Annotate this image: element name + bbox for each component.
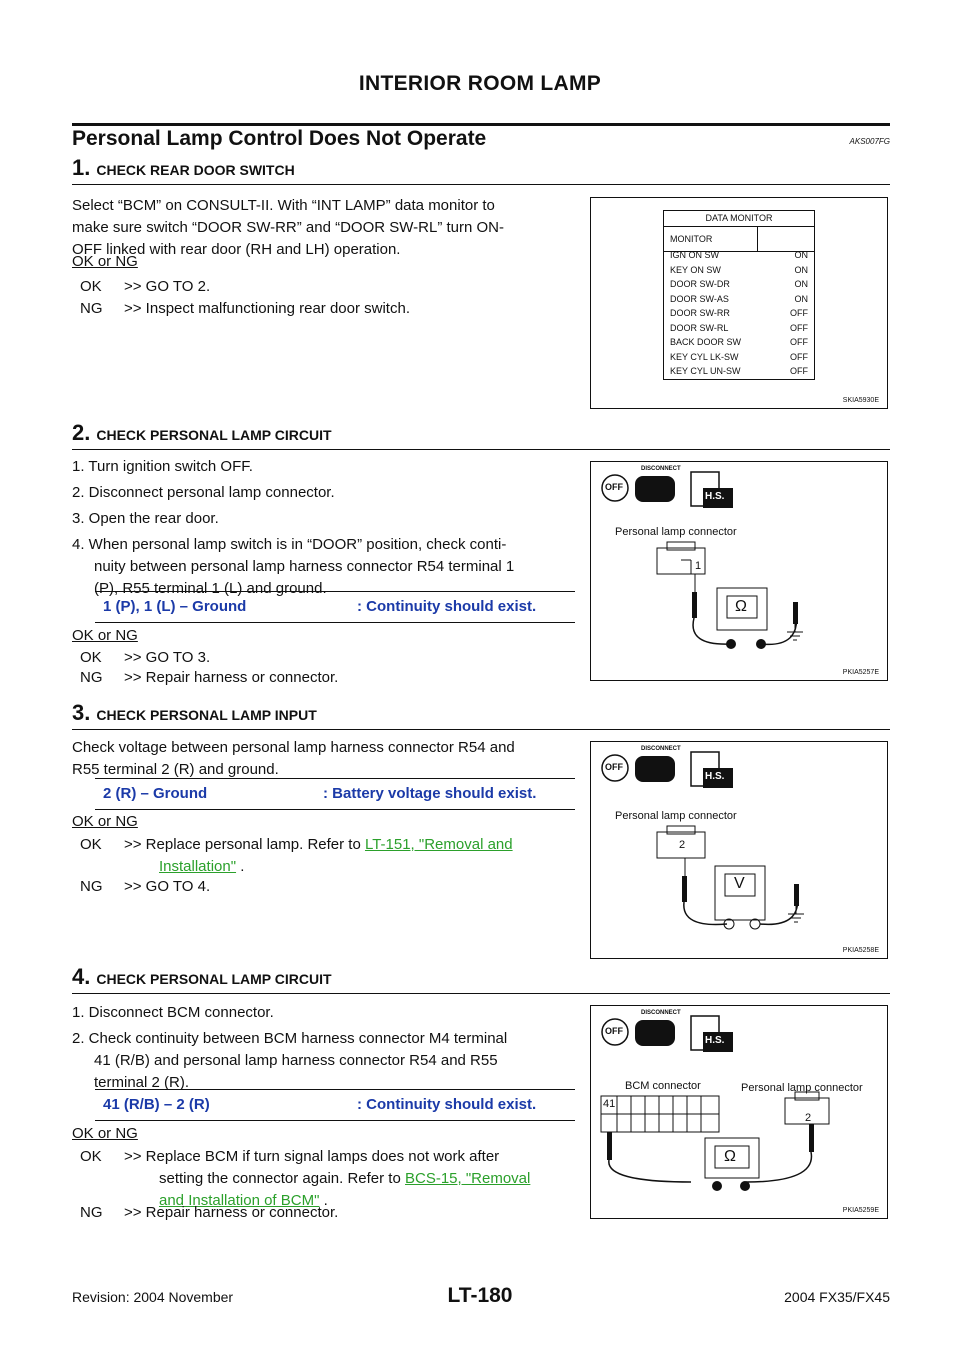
figure-caption: SKIA5930E: [842, 397, 879, 404]
connector-label: Personal lamp connector: [741, 1082, 863, 1094]
step-1-ng: NG >> Inspect malfunctioning rear door switch.: [80, 300, 410, 317]
figure-caption: PKIA5259E: [842, 1207, 879, 1214]
step-3-rule: [72, 729, 890, 730]
connector-label: Personal lamp connector: [615, 526, 737, 538]
step-4-spec: 41 (R/B) – 2 (R) : Continuity should exist.: [95, 1089, 575, 1121]
step-1-heading: 1. CHECK REAR DOOR SWITCH: [72, 155, 295, 180]
page-number: LT-180: [447, 1284, 513, 1307]
terminal-label: 1: [695, 560, 702, 572]
link-bcs-15[interactable]: BCS-15, "Removal: [404, 1170, 531, 1187]
disconnect-label: DISCONNECT: [641, 746, 681, 752]
step-2-items: 1. Turn ignition switch OFF. 2. Disconnect personal lamp connector. 3. Open the rear door. 4. When personal lamp switch is in “DOOR” position, check conti- nuity between personal lamp harness connector R54 terminal 1 (P), R55 terminal 1 (L) and ground.: [72, 458, 515, 597]
step-2-ok-ng: OK or NG: [72, 627, 138, 644]
step-4-heading: 4. CHECK PERSONAL LAMP CIRCUIT: [72, 964, 332, 989]
bcm-terminal-label: 41: [603, 1098, 616, 1110]
step-3-spec: 2 (R) – Ground : Battery voltage should exist.: [95, 778, 575, 810]
disconnect-label: DISCONNECT: [641, 466, 681, 472]
step-4-items: 1. Disconnect BCM connector. 2. Check continuity between BCM harness connector M4 terminal 41 (R/B) and personal lamp harness connector R54 and R55 terminal 2 (R).: [72, 1004, 508, 1091]
bcm-connector-label: BCM connector: [625, 1080, 701, 1092]
ohm-meter-icon: Ω: [724, 1148, 736, 1165]
figure-continuity-check-2: [590, 1005, 888, 1219]
connector-label: Personal lamp connector: [615, 810, 737, 822]
step-4-ok-ng: OK or NG: [72, 1125, 138, 1142]
step-4-ng: NG >> Repair harness or connector.: [80, 1204, 339, 1221]
link-lt-151[interactable]: LT-151, "Removal and: [364, 836, 513, 853]
ohm-meter-icon: Ω: [735, 598, 747, 615]
figure-caption: PKIA5258E: [842, 947, 879, 954]
figure-continuity-check-1: [590, 461, 888, 681]
step-1-rule: [72, 184, 890, 185]
hs-label: H.S.: [705, 771, 725, 782]
figure-caption: PKIA5257E: [842, 669, 879, 676]
figure-voltage-check: [590, 741, 888, 959]
step-2-ok: OK >> GO TO 3.: [80, 649, 211, 666]
step-1-ok: OK >> GO TO 2.: [80, 278, 211, 295]
header-rule: [72, 123, 890, 126]
step-1-ok-ng: OK or NG: [72, 253, 138, 270]
disconnect-label: DISCONNECT: [641, 1010, 681, 1016]
off-label: OFF: [605, 482, 623, 492]
link-bcs-15-cont[interactable]: and Installation of BCM": [159, 1192, 320, 1209]
hs-label: H.S.: [705, 491, 725, 502]
link-lt-151-cont[interactable]: Installation": [159, 858, 237, 875]
off-label: OFF: [605, 762, 623, 772]
step-2-spec: 1 (P), 1 (L) – Ground : Continuity should exist.: [95, 591, 575, 623]
page-header-title: INTERIOR ROOM LAMP: [358, 72, 602, 95]
section-title: Personal Lamp Control Does Not Operate: [72, 127, 487, 150]
step-4-ok: OK >> Replace BCM if turn signal lamps does not work after setting the connector again. Refer to BCS-15, "Removal and Installation of BCM" .: [80, 1148, 531, 1209]
step-1-body: Select “BCM” on CONSULT-II. With “INT LAMP” data monitor to make sure switch “DOOR SW-RR” and “DOOR SW-RL” turn ON- OFF linked with rear door (RH and LH) operation.: [72, 197, 505, 258]
step-2-rule: [72, 449, 890, 450]
terminal-label: 2: [805, 1112, 812, 1124]
figure-data-monitor: DATA MONITOR MONITOR IGN ON SW ON KEY ON SW ON DOOR SW-DR ON DOOR SW-AS ON DOOR SW-RR OFF DOOR SW-RL OFF BACK DOOR SW OFF KEY CYL LK-SW OFF KEY CYL UN-SW OFF SKIA5930E: [590, 197, 888, 409]
step-2-heading: 2. CHECK PERSONAL LAMP CIRCUIT: [72, 420, 332, 445]
step-2-ng: NG >> Repair harness or connector.: [80, 669, 339, 686]
hs-label: H.S.: [705, 1035, 725, 1046]
footer-revision: Revision: 2004 November: [72, 1289, 234, 1305]
section-code: AKS007FG: [849, 137, 890, 146]
voltmeter-icon: V: [734, 875, 745, 892]
footer-model: 2004 FX35/FX45: [784, 1289, 890, 1305]
step-3-ng: NG >> GO TO 4.: [80, 878, 211, 895]
step-4-rule: [72, 993, 890, 994]
step-3-ok-ng: OK or NG: [72, 813, 138, 830]
terminal-label: 2: [679, 839, 686, 851]
step-3-heading: 3. CHECK PERSONAL LAMP INPUT: [72, 700, 317, 725]
step-3-ok: OK >> Replace personal lamp. Refer to LT-151, "Removal and Installation" .: [80, 836, 513, 875]
step-3-body: Check voltage between personal lamp harness connector R54 and R55 terminal 2 (R) and ground.: [72, 739, 515, 778]
off-label: OFF: [605, 1026, 623, 1036]
